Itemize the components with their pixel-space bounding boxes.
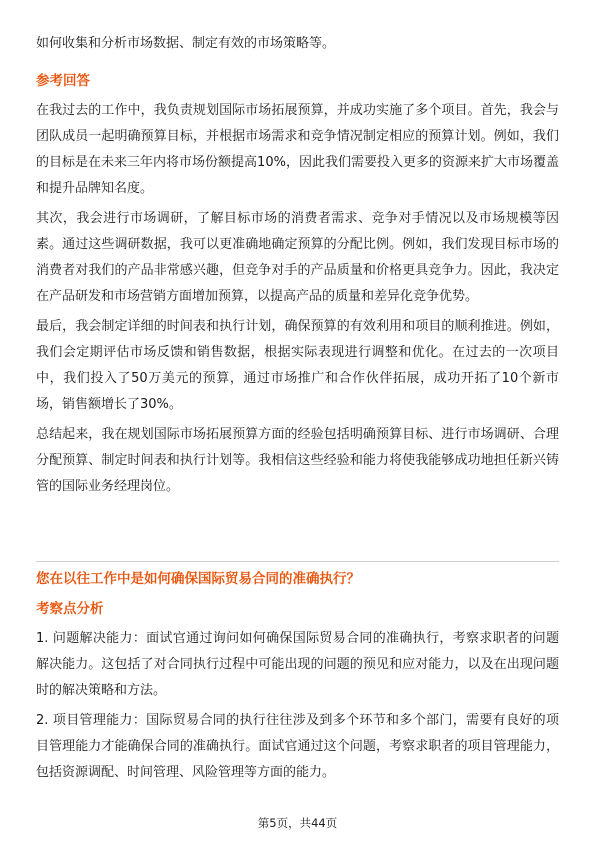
analysis-heading: 考察点分析 <box>36 601 104 617</box>
question-section <box>36 566 559 790</box>
answer-paragraph: 总结起来，我在规划国际市场拓展预算方面的经验包括明确预算目标、进行市场调研、合理分配预算、制定时间表和执行计划等。我相信这些经验和能力将使我能够成功地担任新兴铸管的国际业务经理岗位。 <box>36 427 559 494</box>
answer-heading: 参考回答 <box>36 73 90 89</box>
answer-section <box>36 68 559 504</box>
question-title: 您在以往工作中是如何确保国际贸易合同的准确执行？ <box>36 571 360 587</box>
analysis-paragraph: 2. 项目管理能力：国际贸易合同的执行往往涉及到多个环节和多个部门，需要有良好的项目管理能力才能确保合同的准确执行。面试官通过这个问题，考察求职者的项目管理能力，包括资源调配、时间管理、风险管理等方面的能力。 <box>36 713 559 780</box>
answer-paragraph: 在我过去的工作中，我负责规划国际市场拓展预算，并成功实施了多个项目。首先，我会与团队成员一起明确预算目标，并根据市场需求和竞争情况制定相应的预算计划。例如，我们的目标是在未来三年内将市场份额提高10%，因此我们需要投入更多的资源来扩大市场覆盖和提升品牌知名度。 <box>36 103 559 196</box>
section-divider <box>36 561 559 562</box>
answer-paragraph: 其次，我会进行市场调研，了解目标市场的消费者需求、竞争对手情况以及市场规模等因素。通过这些调研数据，我可以更准确地确定预算的分配比例。例如，我们发现目标市场的消费者对我们的产品非常感兴趣，但竞争对手的产品质量和价格更具竞争力。因此，我决定在产品研发和市场营销方面增加预算，以提高产品的质量和差异化竞争优势。 <box>36 211 559 304</box>
page-number: 第5页，共44页 <box>257 816 338 830</box>
analysis-paragraph: 1. 问题解决能力：面试官通过询问如何确保国际贸易合同的准确执行，考察求职者的问题解决能力。这包括了对合同执行过程中可能出现的问题的预见和应对能力，以及在出现问题时的解决策略和方法。 <box>36 631 559 698</box>
answer-paragraph: 最后，我会制定详细的时间表和执行计划，确保预算的有效利用和项目的顺利推进。例如，我们会定期评估市场反馈和销售数据，根据实际表现进行调整和优化。在过去的一次项目中，我们投入了50万美元的预算，通过市场推广和合作伙伴拓展，成功开拓了10个新市场，销售额增长了30%。 <box>36 319 559 412</box>
intro-text: 如何收集和分析市场数据、制定有效的市场策略等。 <box>36 36 336 51</box>
